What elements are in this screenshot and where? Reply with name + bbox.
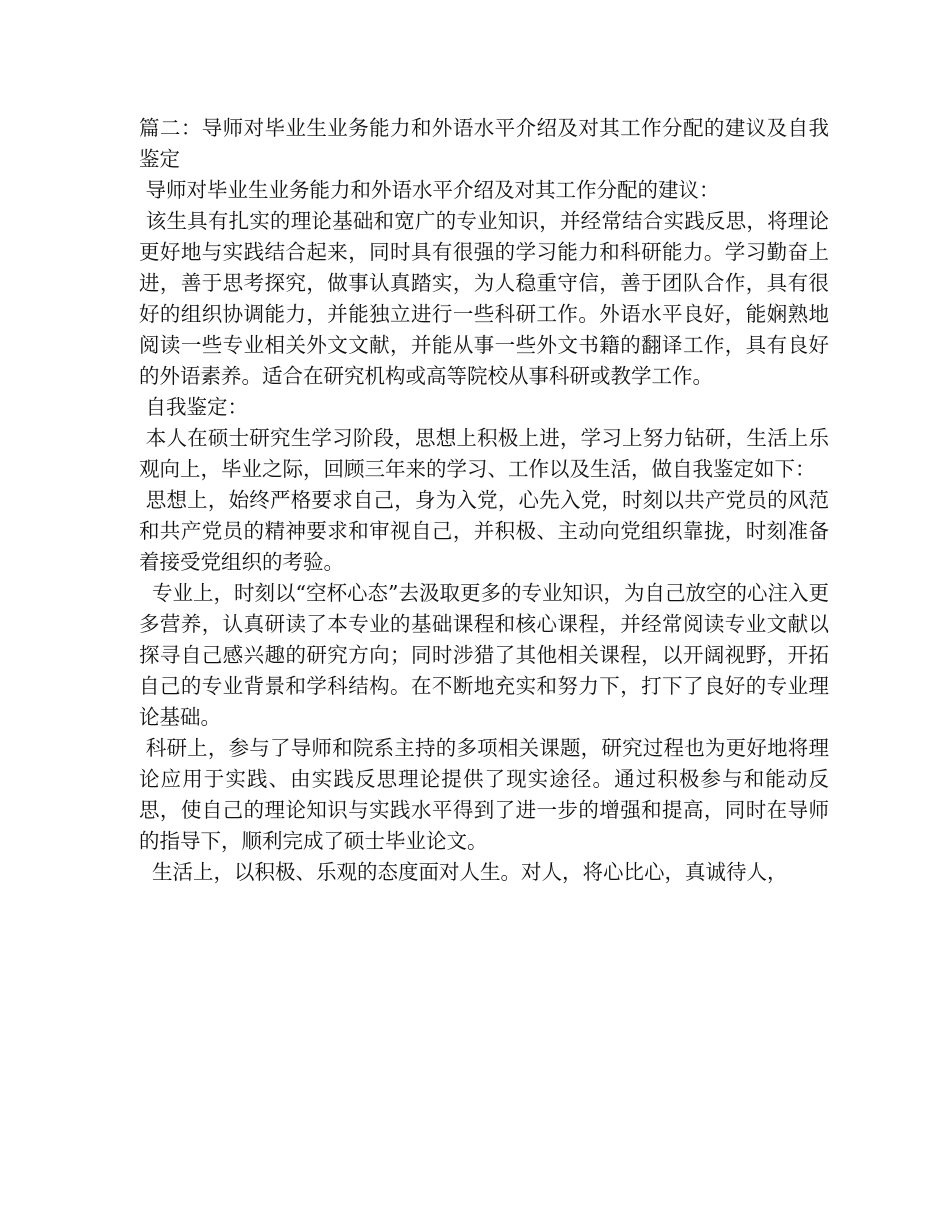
paragraph-self-evaluation-intro: 本人在硕士研究生学习阶段，思想上积极上进，学习上努力钻研，生活上乐观向上，毕业之际，回顾三年来的学习、工作以及生活，做自我鉴定如下： bbox=[139, 426, 829, 481]
paragraph-major: 专业上，时刻以“空杯心态”去汲取更多的专业知识，为自己放空的心注入更多营养，认真研读了本专业的基础课程和核心课程，并经常阅读专业文献以探寻自己感兴趣的研究方向；同时涉猎了其他相关课程，以开阔视野，开拓自己的专业背景和学科结构。在不断地充实和努力下，打下了良好的专业理论基础。 bbox=[139, 581, 830, 729]
document-title: 篇二：导师对毕业生业务能力和外语水平介绍及对其工作分配的建议及自我鉴定 bbox=[139, 116, 829, 171]
paragraph-self-evaluation-heading: 自我鉴定： bbox=[139, 395, 249, 419]
paragraph-ideology: 思想上，始终严格要求自己，身为入党，心先入党，时刻以共产党员的风范和共产党员的精神要求和审视自己，并积极、主动向党组织靠拢，时刻准备着接受党组织的考验。 bbox=[139, 488, 829, 574]
paragraph-research: 科研上，参与了导师和院系主持的多项相关课题，研究过程也为更好地将理论应用于实践、由实践反思理论提供了现实途径。通过积极参与和能动反思，使自己的理论知识与实践水平得到了进一步的增强和提高，同时在导师的指导下，顺利完成了硕士毕业论文。 bbox=[139, 736, 829, 853]
paragraph-advisor-evaluation: 该生具有扎实的理论基础和宽广的专业知识，并经常结合实践反思，将理论更好地与实践结合起来，同时具有很强的学习能力和科研能力。学习勤奋上进，善于思考探究，做事认真踏实，为人稳重守信，善于团队合作，具有很好的组织协调能力，并能独立进行一些科研工作。外语水平良好，能娴熟地阅读一些专业相关外文文献，并能从事一些外文书籍的翻译工作，具有良好的外语素养。适合在研究机构或高等院校从事科研或教学工作。 bbox=[139, 209, 829, 388]
document-body bbox=[139, 113, 829, 888]
paragraph-life: 生活上，以积极、乐观的态度面对人生。对人，将心比心，真诚待人， bbox=[139, 860, 788, 884]
paragraph-advisor-heading: 导师对毕业生业务能力和外语水平介绍及对其工作分配的建议： bbox=[139, 178, 720, 202]
